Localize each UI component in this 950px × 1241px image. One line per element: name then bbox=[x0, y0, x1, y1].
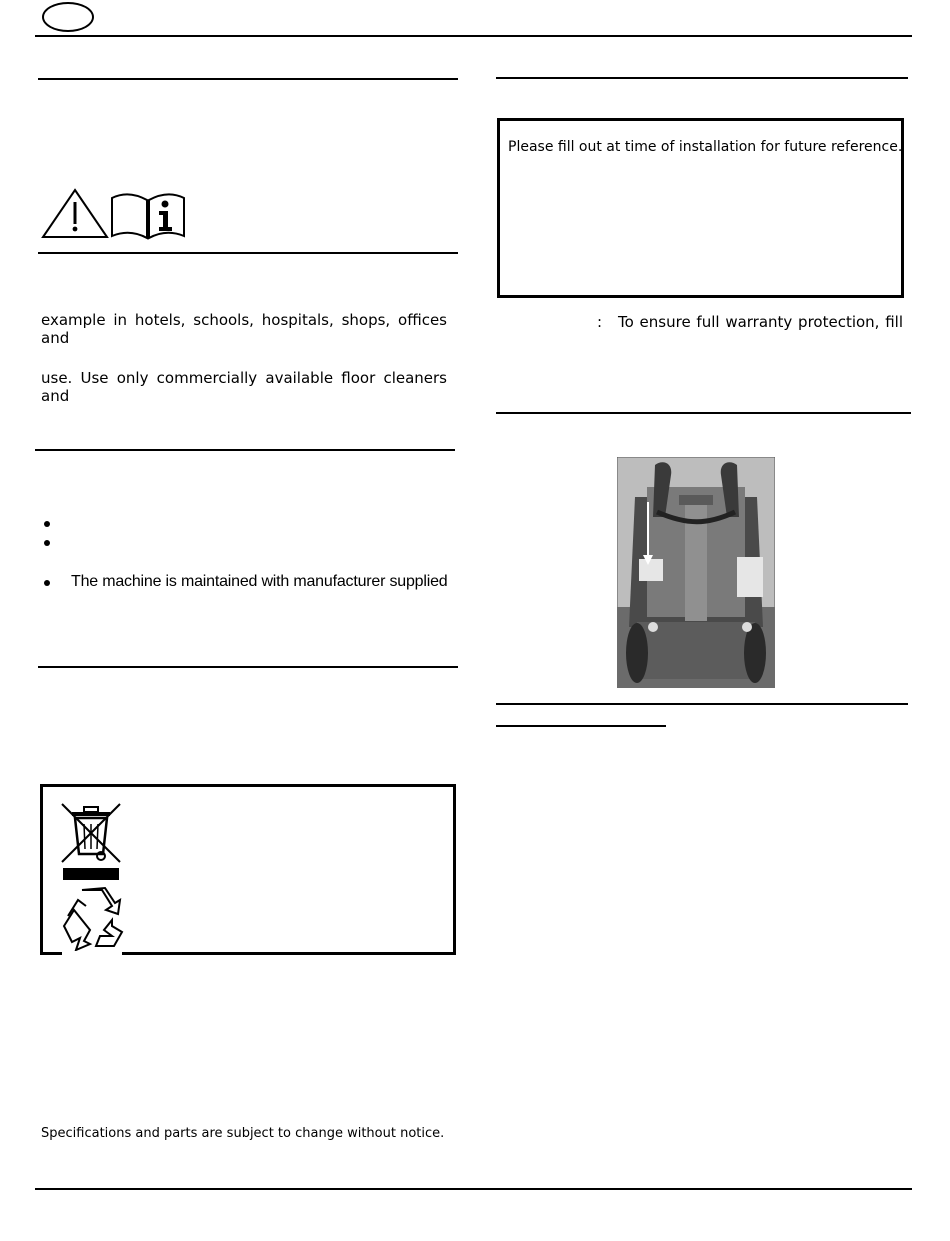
section-rule bbox=[496, 77, 908, 79]
warranty-condition-3: The machine is maintained with manufacturer supplied bbox=[71, 573, 448, 590]
subsection-underline bbox=[496, 725, 666, 727]
disposal-box-gap bbox=[62, 951, 122, 957]
language-badge bbox=[42, 2, 94, 32]
crossed-bin-icon bbox=[58, 802, 124, 882]
fill-out-instruction: Please fill out at time of installation for future reference. bbox=[508, 139, 903, 155]
intended-use-line-1: example in hotels, schools, hospitals, shops, offices and bbox=[41, 311, 447, 347]
section-rule bbox=[38, 666, 458, 668]
section-rule bbox=[38, 252, 458, 254]
header-rule bbox=[35, 35, 912, 37]
warranty-note: To ensure full warranty protection, fill bbox=[618, 313, 903, 331]
machine-nameplate-photo bbox=[617, 457, 775, 688]
warning-triangle-icon bbox=[40, 187, 110, 239]
info-book-icon bbox=[110, 190, 186, 240]
bullet-3 bbox=[44, 580, 50, 586]
bullet-2 bbox=[44, 540, 50, 546]
spec-note: Specifications and parts are subject to change without notice. bbox=[41, 1126, 445, 1141]
section-rule bbox=[38, 78, 458, 80]
intended-use-line-2: use. Use only commercially available floor cleaners and bbox=[41, 369, 447, 405]
section-rule bbox=[35, 449, 455, 451]
bullet-1 bbox=[44, 521, 50, 527]
section-rule bbox=[496, 412, 911, 414]
section-rule bbox=[496, 703, 908, 705]
recycle-icon bbox=[60, 886, 124, 952]
warranty-colon: : bbox=[597, 313, 603, 331]
footer-rule bbox=[35, 1188, 912, 1190]
